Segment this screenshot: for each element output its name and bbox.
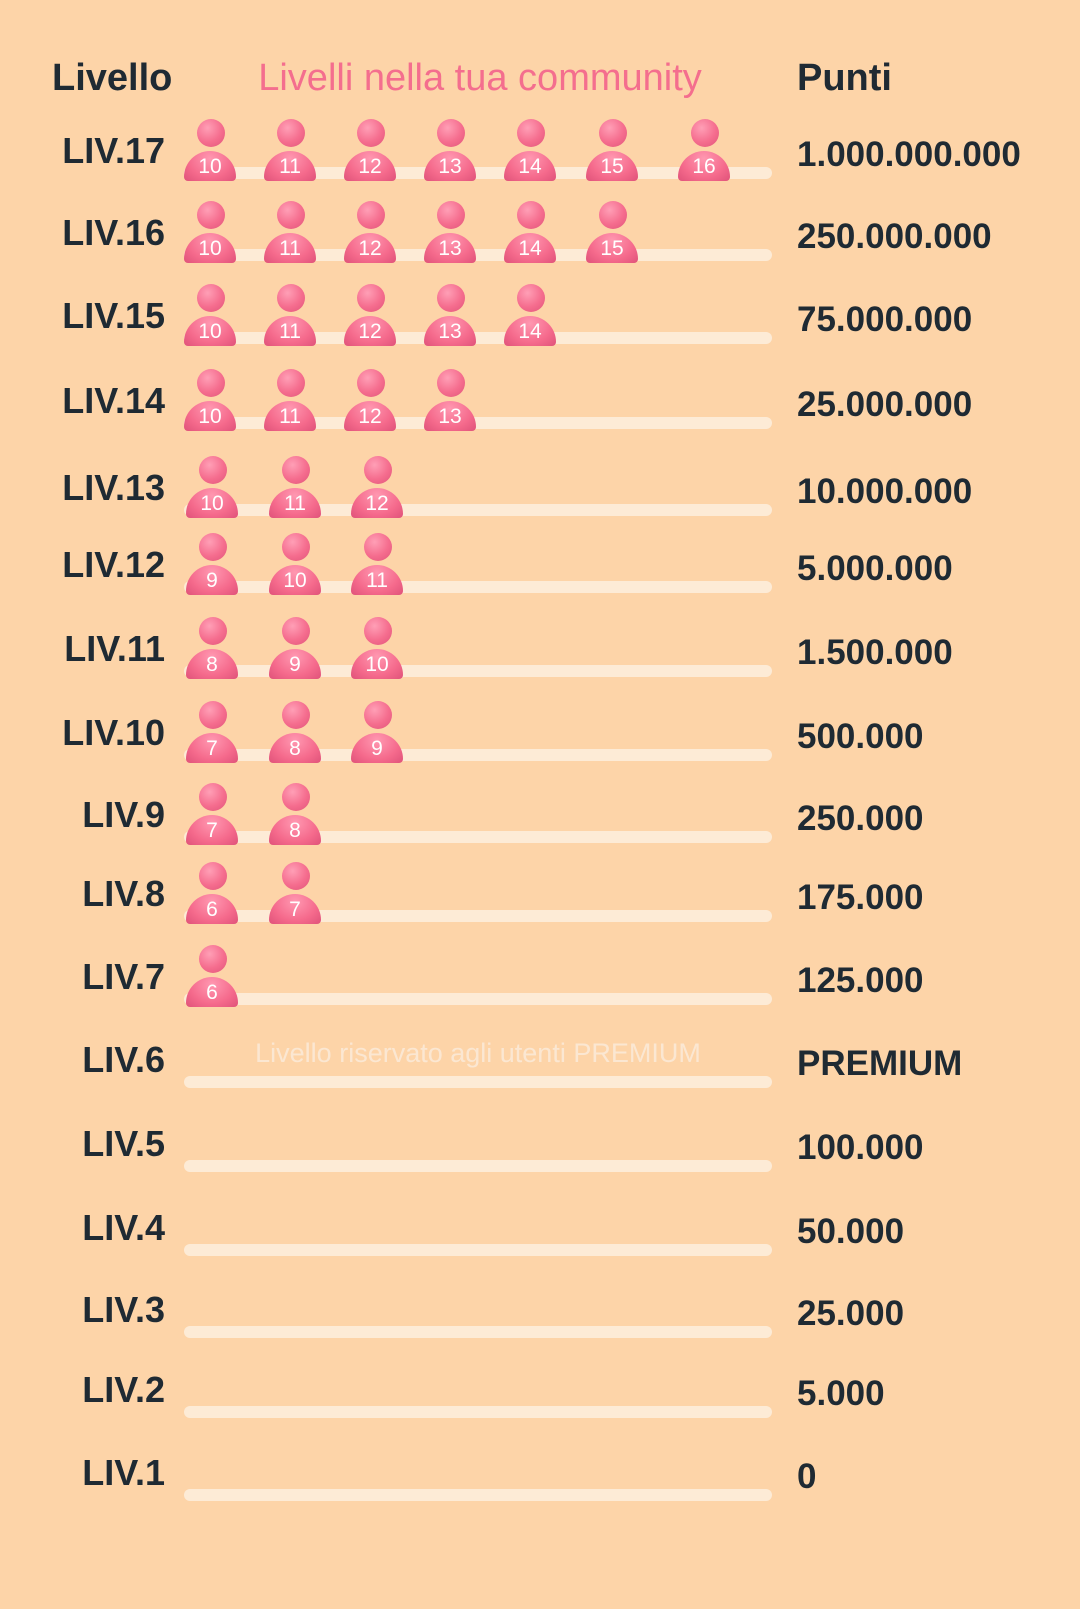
user-level-badge: 10 [351, 649, 403, 679]
points-value: 250.000.000 [797, 217, 992, 256]
avatar-head [199, 945, 227, 973]
level-label: LIV.17 [62, 130, 165, 171]
user-level-badge: 12 [351, 488, 403, 518]
level-row [0, 205, 1080, 265]
user-level-badge: 11 [264, 316, 316, 346]
user-level-badge: 12 [344, 401, 396, 431]
avatar-head [197, 284, 225, 312]
level-label: LIV.1 [82, 1452, 165, 1493]
avatar-head [199, 701, 227, 729]
user-level-badge: 6 [186, 894, 238, 924]
points-value: 1.000.000.000 [797, 135, 1021, 174]
user-avatar-icon[interactable] [186, 945, 238, 1007]
level-label: LIV.13 [62, 467, 165, 508]
user-level-badge: 11 [264, 233, 316, 263]
avatar-head [357, 119, 385, 147]
avatar-head [517, 119, 545, 147]
level-row [0, 1362, 1080, 1422]
user-level-badge: 14 [504, 233, 556, 263]
points-value: PREMIUM [797, 1044, 963, 1083]
level-row [0, 866, 1080, 926]
user-level-badge: 12 [344, 316, 396, 346]
avatar-head [282, 862, 310, 890]
avatar-head [199, 617, 227, 645]
points-value: 5.000 [797, 1374, 885, 1413]
avatar-head [599, 119, 627, 147]
avatar-head [197, 369, 225, 397]
level-row [0, 787, 1080, 847]
user-level-badge: 11 [264, 151, 316, 181]
user-level-badge: 13 [424, 233, 476, 263]
user-level-badge: 10 [184, 401, 236, 431]
user-level-badge: 13 [424, 401, 476, 431]
avatar-head [517, 284, 545, 312]
avatar-head [517, 201, 545, 229]
user-avatar-icon[interactable] [351, 701, 403, 763]
user-avatar-icon[interactable] [424, 119, 476, 181]
user-level-badge: 8 [269, 733, 321, 763]
user-level-badge: 6 [186, 977, 238, 1007]
level-row [0, 1445, 1080, 1505]
users-group [0, 1282, 1080, 1342]
level-label: LIV.2 [82, 1369, 165, 1410]
user-avatar-icon[interactable] [186, 701, 238, 763]
points-column-header: Punti [797, 57, 892, 99]
avatar-head [197, 119, 225, 147]
avatar-head [364, 533, 392, 561]
avatar-head [277, 284, 305, 312]
points-value: 100.000 [797, 1128, 924, 1167]
level-label: LIV.6 [82, 1039, 165, 1080]
level-label: LIV.9 [82, 794, 165, 835]
user-avatar-icon[interactable] [264, 201, 316, 263]
avatar-head [277, 119, 305, 147]
level-row [0, 1200, 1080, 1260]
points-value: 1.500.000 [797, 633, 953, 672]
user-avatar-icon[interactable] [504, 201, 556, 263]
points-value: 500.000 [797, 717, 924, 756]
avatar-head [282, 533, 310, 561]
level-label: LIV.5 [82, 1123, 165, 1164]
level-label: LIV.3 [82, 1289, 165, 1330]
user-level-badge: 8 [186, 649, 238, 679]
user-avatar-icon[interactable] [269, 533, 321, 595]
user-avatar-icon[interactable] [269, 862, 321, 924]
level-row [0, 123, 1080, 183]
user-level-badge: 13 [424, 316, 476, 346]
user-avatar-icon[interactable] [186, 456, 238, 518]
points-value: 0 [797, 1457, 817, 1496]
user-level-badge: 9 [351, 733, 403, 763]
user-level-badge: 13 [424, 151, 476, 181]
user-avatar-icon[interactable] [184, 284, 236, 346]
level-label: LIV.4 [82, 1207, 165, 1248]
level-column-header: Livello [52, 57, 173, 99]
avatar-head [691, 119, 719, 147]
avatar-head [364, 617, 392, 645]
level-row [0, 949, 1080, 1009]
user-level-badge: 7 [269, 894, 321, 924]
user-level-badge: 12 [344, 233, 396, 263]
user-level-badge: 10 [184, 233, 236, 263]
user-avatar-icon[interactable] [269, 617, 321, 679]
level-row [0, 621, 1080, 681]
user-level-badge: 14 [504, 151, 556, 181]
user-level-badge: 11 [269, 488, 321, 518]
user-avatar-icon[interactable] [264, 369, 316, 431]
user-avatar-icon[interactable] [351, 533, 403, 595]
user-avatar-icon[interactable] [344, 369, 396, 431]
user-level-badge: 8 [269, 815, 321, 845]
avatar-head [437, 284, 465, 312]
level-row [0, 705, 1080, 765]
user-avatar-icon[interactable] [186, 533, 238, 595]
user-level-badge: 15 [586, 233, 638, 263]
user-avatar-icon[interactable] [504, 119, 556, 181]
avatar-head [277, 201, 305, 229]
avatar-head [199, 533, 227, 561]
page-title: Livelli nella tua community [258, 57, 702, 99]
points-value: 25.000.000 [797, 385, 973, 424]
avatar-head [357, 284, 385, 312]
avatar-head [437, 201, 465, 229]
level-label: LIV.8 [82, 873, 165, 914]
points-value: 50.000 [797, 1212, 905, 1251]
user-avatar-icon[interactable] [424, 284, 476, 346]
user-avatar-icon[interactable] [344, 284, 396, 346]
user-avatar-icon[interactable] [424, 369, 476, 431]
user-avatar-icon[interactable] [504, 284, 556, 346]
level-row [0, 460, 1080, 520]
avatar-head [277, 369, 305, 397]
users-group [0, 1362, 1080, 1422]
avatar-head [364, 701, 392, 729]
user-avatar-icon[interactable] [184, 201, 236, 263]
user-level-badge: 10 [184, 151, 236, 181]
avatar-head [282, 456, 310, 484]
avatar-head [199, 783, 227, 811]
level-label: LIV.7 [82, 956, 165, 997]
user-level-badge: 10 [186, 488, 238, 518]
avatar-head [282, 701, 310, 729]
avatar-head [357, 369, 385, 397]
level-row [0, 288, 1080, 348]
user-level-badge: 7 [186, 815, 238, 845]
avatar-head [282, 783, 310, 811]
points-value: 25.000 [797, 1294, 905, 1333]
level-label: LIV.14 [62, 380, 165, 421]
user-level-badge: 9 [186, 565, 238, 595]
avatar-head [357, 201, 385, 229]
user-avatar-icon[interactable] [586, 201, 638, 263]
level-label: LIV.15 [62, 295, 165, 336]
avatar-head [199, 456, 227, 484]
user-avatar-icon[interactable] [186, 862, 238, 924]
user-avatar-icon[interactable] [186, 617, 238, 679]
avatar-head [437, 369, 465, 397]
user-level-badge: 16 [678, 151, 730, 181]
user-level-badge: 12 [344, 151, 396, 181]
users-group [0, 1445, 1080, 1505]
user-avatar-icon[interactable] [184, 119, 236, 181]
user-avatar-icon[interactable] [586, 119, 638, 181]
points-value: 250.000 [797, 799, 924, 838]
points-value: 175.000 [797, 878, 924, 917]
level-label: LIV.10 [62, 712, 165, 753]
user-avatar-icon[interactable] [264, 284, 316, 346]
avatar-head [282, 617, 310, 645]
user-avatar-icon[interactable] [424, 201, 476, 263]
level-label: LIV.11 [64, 628, 165, 669]
avatar-head [437, 119, 465, 147]
user-level-badge: 14 [504, 316, 556, 346]
user-level-badge: 11 [351, 565, 403, 595]
avatar-head [197, 201, 225, 229]
points-value: 10.000.000 [797, 472, 973, 511]
premium-note: Livello riservato agli utenti PREMIUM [255, 1038, 701, 1068]
user-level-badge: 7 [186, 733, 238, 763]
user-avatar-icon[interactable] [269, 783, 321, 845]
level-row [0, 537, 1080, 597]
user-avatar-icon[interactable] [351, 617, 403, 679]
level-row [0, 373, 1080, 433]
user-avatar-icon[interactable] [678, 119, 730, 181]
user-avatar-icon[interactable] [186, 783, 238, 845]
user-level-badge: 15 [586, 151, 638, 181]
user-avatar-icon[interactable] [269, 701, 321, 763]
user-level-badge: 11 [264, 401, 316, 431]
user-avatar-icon[interactable] [184, 369, 236, 431]
user-avatar-icon[interactable] [351, 456, 403, 518]
user-level-badge: 10 [269, 565, 321, 595]
level-label: LIV.16 [62, 212, 165, 253]
user-level-badge: 10 [184, 316, 236, 346]
level-row [0, 1032, 1080, 1092]
points-value: 125.000 [797, 961, 924, 1000]
avatar-head [199, 862, 227, 890]
users-group [0, 1200, 1080, 1260]
level-row [0, 1282, 1080, 1342]
points-value: 75.000.000 [797, 300, 973, 339]
avatar-head [364, 456, 392, 484]
user-avatar-icon[interactable] [344, 201, 396, 263]
user-avatar-icon[interactable] [269, 456, 321, 518]
level-label: LIV.12 [62, 544, 165, 585]
user-level-badge: 9 [269, 649, 321, 679]
avatar-head [599, 201, 627, 229]
level-row [0, 1116, 1080, 1176]
user-avatar-icon[interactable] [344, 119, 396, 181]
user-avatar-icon[interactable] [264, 119, 316, 181]
points-value: 5.000.000 [797, 549, 953, 588]
